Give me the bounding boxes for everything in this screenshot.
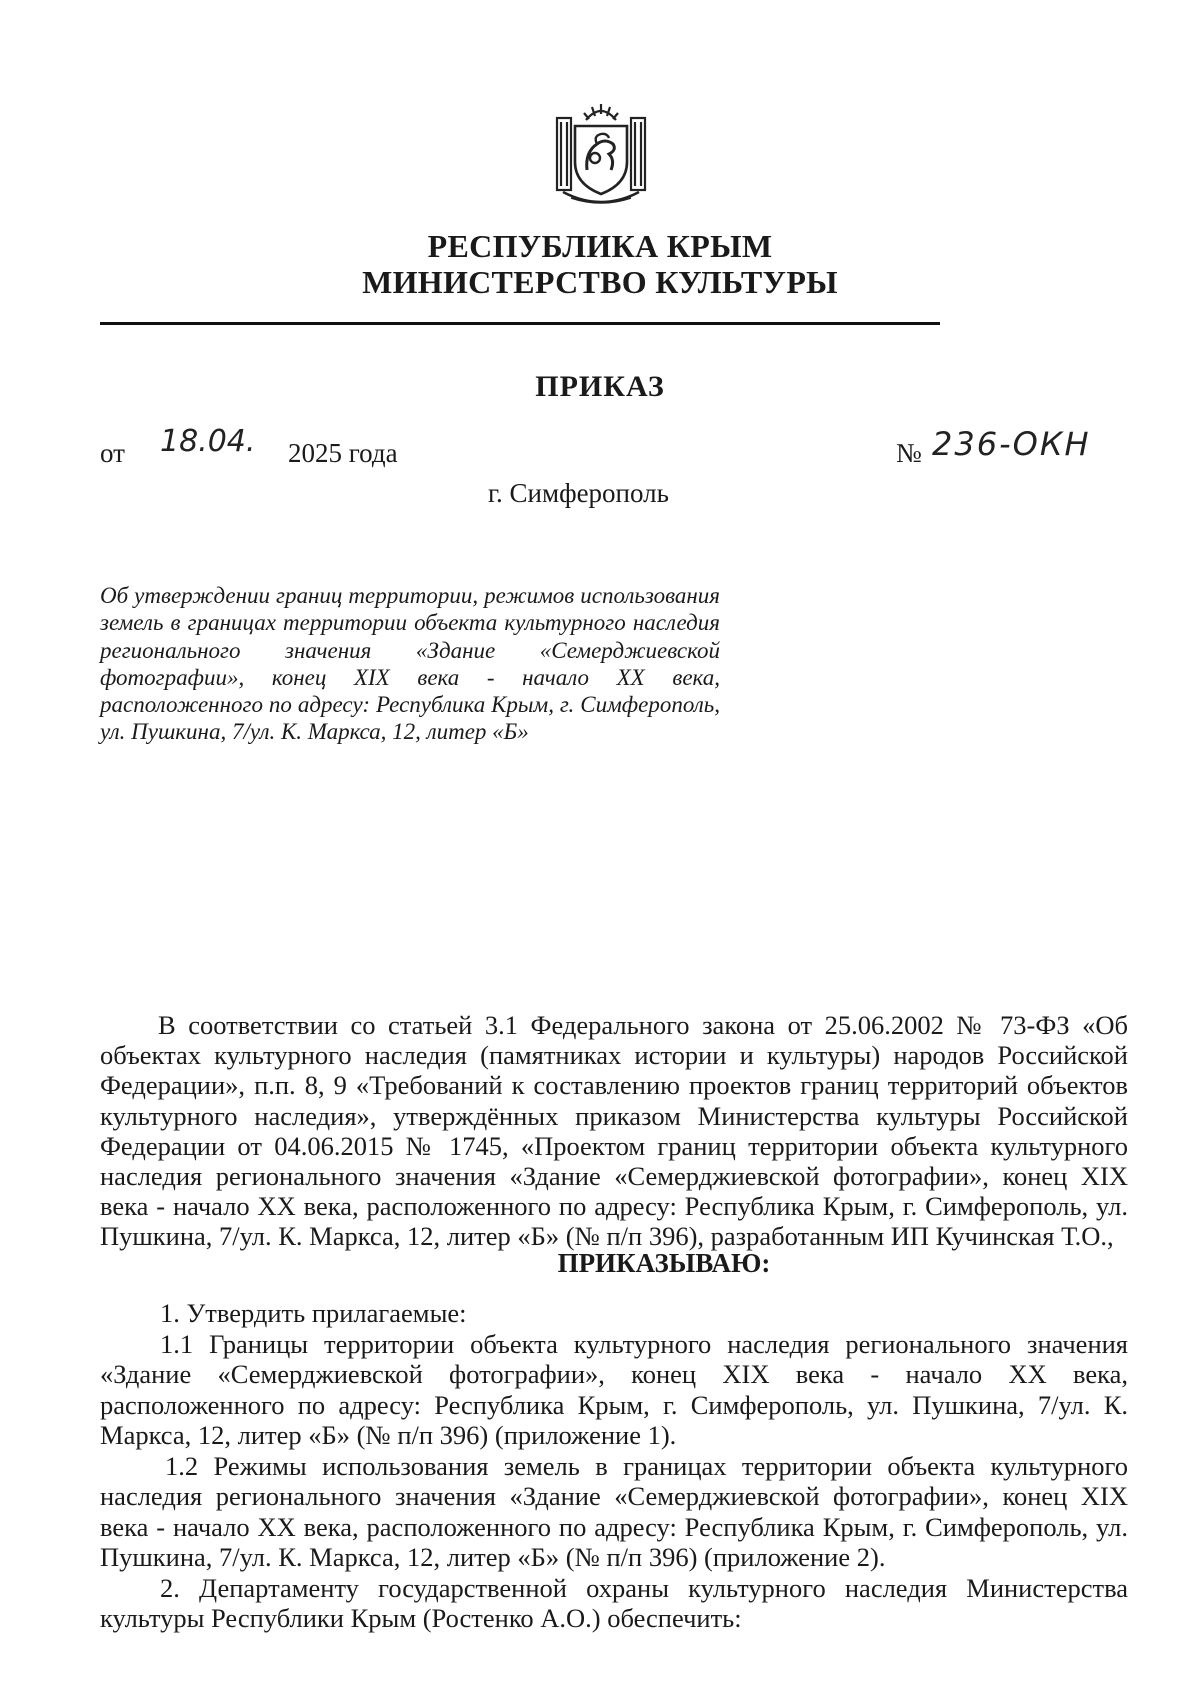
order-word: ПРИКАЗЫВАЮ: <box>557 1248 771 1278</box>
item-1-2: 1.2 Режимы использования земель в границах территории объекта культурного наследия регионального значения «Здание «Семерджиевской фотографии», конец XIX века - начало XX века, расположенного по адресу: Республика Крым, г. Симферополь, ул. Пушкина, 7/ул. К. Маркса, 12, литер «Б» (№ п/п 396) (приложение 2). <box>100 1450 1128 1572</box>
document-type-heading: ПРИКАЗ <box>535 370 665 403</box>
city-line: г. Симферополь <box>488 478 669 508</box>
header-republic: РЕСПУБЛИКА КРЫМ <box>427 228 773 264</box>
crimea-coat-of-arms-emblem <box>551 100 651 210</box>
order-title: Об утверждении границ территории, режимов использования земель в границах территории объекта культурного наследия регионального значения «Здание «Семерджиевской фотографии», конец XIX века - начало XX века, расположенного по адресу: Республика Крым, г. Симферополь, ул. Пушкина, 7/ул. К. Маркса, 12, литер «Б» <box>100 583 720 745</box>
header-ministry: МИНИСТЕРСТВО КУЛЬТУРЫ <box>362 264 838 300</box>
date-year: 2025 года <box>288 438 398 468</box>
item-2: 2. Департаменту государственной охраны культурного наследия Министерства культуры Республики Крым (Ростенко А.О.) обеспечить: <box>100 1572 1128 1633</box>
item-1-1: 1.1 Границы территории объекта культурного наследия регионального значения «Здание «Семерджиевской фотографии», конец XIX века - начало XX века, расположенного по адресу: Республика Крым, г. Симферополь, ул. Пушкина, 7/ул. К. Маркса, 12, литер «Б» (№ п/п 396) (приложение 1). <box>100 1328 1128 1450</box>
preamble-block <box>100 1010 1128 1252</box>
date-prefix: от <box>100 438 125 468</box>
number-handwritten: 236-ОКН <box>932 425 1091 463</box>
number-prefix: № <box>896 438 922 468</box>
header-divider <box>100 322 940 325</box>
date-handwritten: 18.04. <box>160 424 256 459</box>
item-1: 1. Утвердить прилагаемые: <box>160 1298 467 1328</box>
order-items <box>100 1298 1128 1634</box>
preamble-paragraph: В соответствии со статьей 3.1 Федерального закона от 25.06.2002 № 73-ФЗ «Об объектах культурного наследия (памятниках истории и культуры) народов Российской Федерации», п.п. 8, 9 «Требований к составлению проектов границ территорий объектов культурного наследия», утверждённых приказом Министерства культуры Российской Федерации от 04.06.2015 № 1745, «Проектом границ территории объекта культурного наследия регионального значения «Здание «Семерджиевской фотографии», конец XIX века - начало XX века, расположенного по адресу: Республика Крым, г. Симферополь, ул. Пушкина, 7/ул. К. Маркса, 12, литер «Б» (№ п/п 396), разработанным ИП Кучинская Т.О., <box>100 1010 1128 1252</box>
